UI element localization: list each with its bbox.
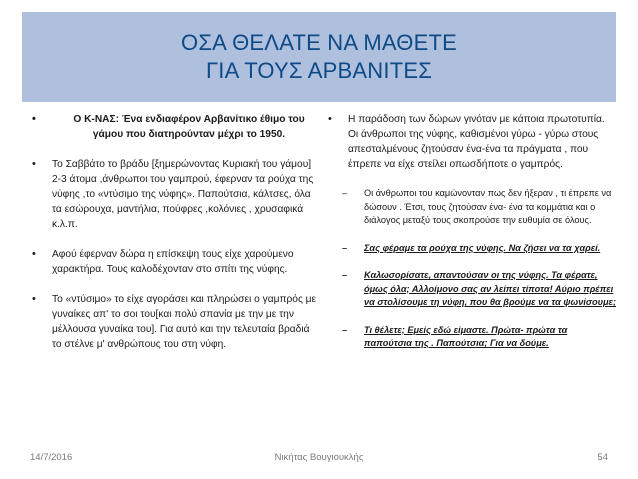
bullet-dot-icon: • — [328, 113, 332, 125]
sub-bullet-item — [326, 187, 616, 228]
sub-bullet-item — [326, 324, 616, 351]
sub-bullet-item — [326, 242, 616, 256]
bullet-text: Αφού έφερναν δώρα η επίσκεψη τους είχε χαρούμενο χαρακτήρα. Τους καλοδέχονταν στο σπίτι της νύφης. — [52, 249, 294, 275]
left-column — [30, 112, 318, 367]
bullet-text: Ο Κ-ΝΑΣ: Ένα ενδιαφέρον Αρβανίτικο έθιμο του γάμου που διατηρούνταν μέχρι το 1950. — [73, 114, 305, 140]
sub-bullet-item — [326, 269, 616, 310]
sub-bullet-text: Σας φέραμε τα ρούχα της νύφης. Να ζήσει να τα χαρεί. — [364, 242, 601, 253]
slide-title-line-2: ΓΙΑ ΤΟΥΣ ΑΡΒΑΝΙΤΕΣ — [205, 58, 433, 83]
footer-date: 14/7/2016 — [30, 452, 73, 463]
bullet-dot-icon: • — [32, 113, 36, 125]
slide-title-line-1: ΟΣΑ ΘΕΛΑΤΕ ΝΑ ΜΑΘΕΤΕ — [181, 30, 457, 55]
title-band — [22, 12, 616, 102]
dash-icon: – — [342, 270, 348, 280]
bullet-item — [30, 157, 318, 232]
bullet-text: Το «ντύσιμο» το είχε αγοράσει και πληρώσει ο γαμπρός με γυναίκες απ' το σοι του[και πολύ σπανία με την με την μέλλουσα γυναίκα του]. Για αυτό και την τελευταία βραδιά το στέλνε μ' ανθρώπους του στη νύφη. — [52, 294, 317, 350]
right-column — [326, 112, 616, 365]
dash-icon: – — [342, 242, 348, 253]
bullet-item — [30, 247, 318, 277]
sub-bullet-text: Καλωσορίσατε, απαντούσαν οι της νύφης. Τα φέρατε, όμως όλα; Αλλοίμονο σας αν λείπει τίποτα! Αύριο πρέπει να στολίσουμε τη νύφη, που θα βρούμε να τα ψωνίσουμε; — [364, 270, 617, 307]
bullet-item — [30, 112, 318, 142]
bullet-dot-icon: • — [32, 158, 36, 170]
bullet-text: Το Σαββάτο το βράδυ [ξημερώνοντας Κυριακή του γάμου] 2-3 άτομα ,άνθρωποι του γαμπρού, έφερναν τα ρούχα της νύφης ,το «ντύσιμο της νύφης». Παπούτσια, κάλτσες, όλα τα εσώρουχα, μαντήλια, πούφρες ,κολόνιες , χρυσαφικά κ.λ.π. — [52, 159, 314, 230]
bullet-dot-icon: • — [32, 293, 36, 305]
bullet-text: Η παράδοση των δώρων γινόταν με κάποια πρωτοτυπία. Οι άνθρωποι της νύφης, καθισμένοι γύρω - γύρω στους απεσταλμένους ζητούσαν ένα-ένα τα πράγματα , που έπρεπε να είχε στείλει οπωσδήποτε ο γαμπρός. — [348, 114, 605, 170]
sub-bullet-text: Οι άνθρωποι του καμώνονταν πως δεν ήξεραν , τι έπρεπε να δώσουν . Έτσι, τους ζητούσαν ένα- ένα τα κομμάτια και ο διάλογος μεταξύ τους σκοπρούσε την ευθυμία σε όλους. — [364, 188, 612, 225]
footer-author: Νικήτας Βουγιουκλής — [274, 452, 364, 463]
bullet-dot-icon: • — [32, 248, 36, 260]
bullet-item — [326, 112, 616, 172]
dash-icon: – — [342, 324, 348, 335]
dash-icon: – — [342, 188, 348, 198]
footer-page-number: 54 — [597, 452, 608, 463]
bullet-item — [30, 292, 318, 352]
sub-bullet-text: Τι θέλετε; Εμείς εδώ είμαστε. Πρώτα- πρώτα τα παπούτσια της . Παπούτσια; Για να δούμε. — [364, 324, 568, 348]
